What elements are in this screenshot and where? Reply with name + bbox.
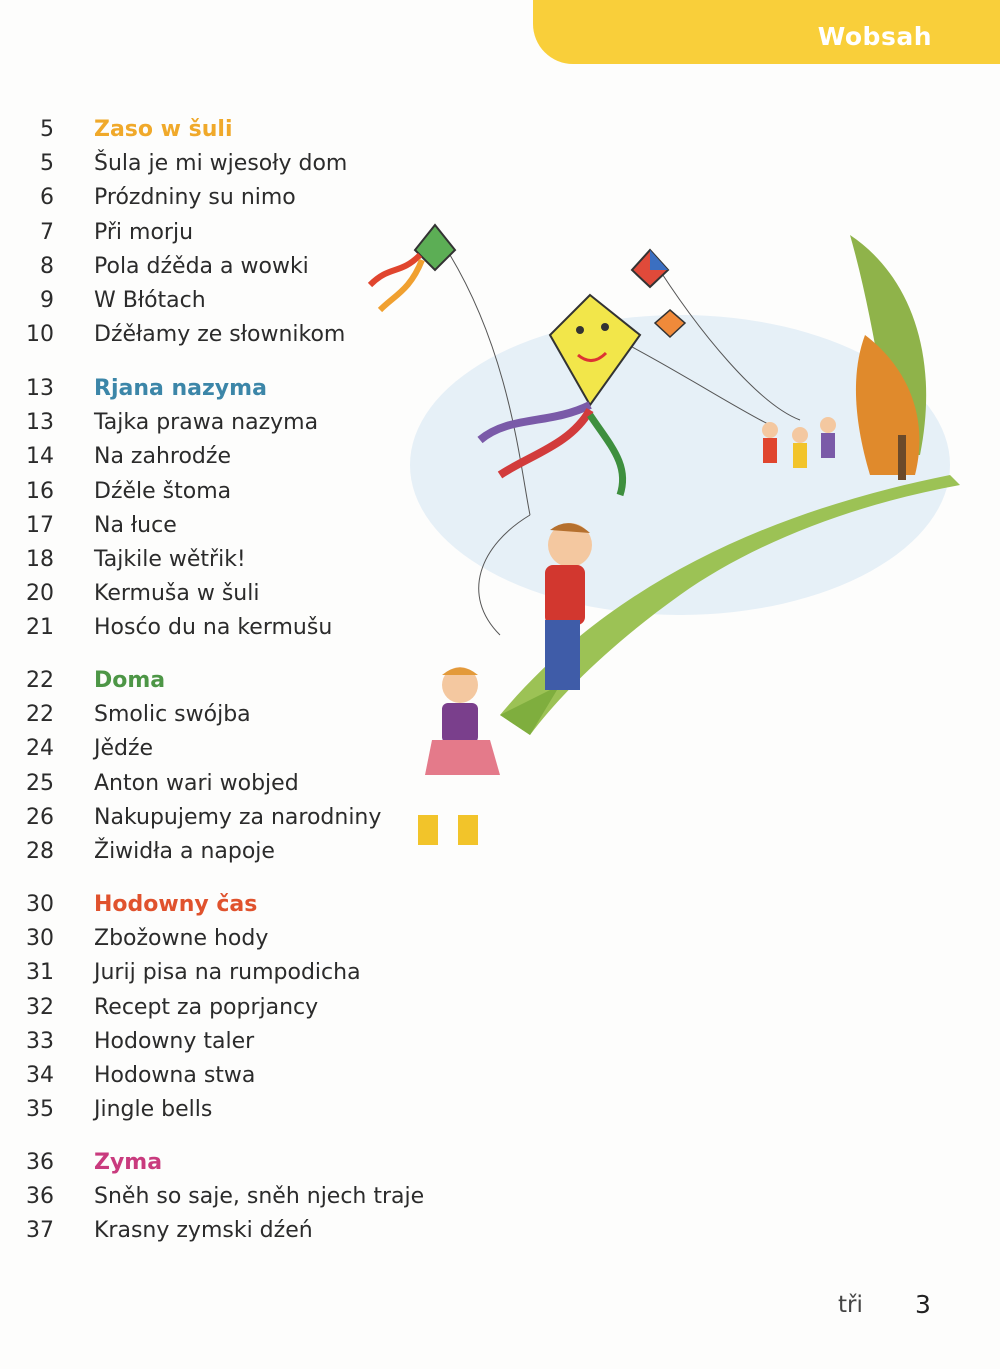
toc-page-number: 36 bbox=[26, 1150, 54, 1175]
header-tab bbox=[533, 0, 1000, 64]
toc-page-number: 7 bbox=[40, 219, 54, 245]
toc-entry-title: Pola dźěda a wowki bbox=[94, 253, 309, 279]
toc-page-number: 13 bbox=[26, 376, 54, 401]
toc-page-number: 21 bbox=[26, 615, 54, 641]
toc-page-number: 25 bbox=[26, 770, 54, 796]
toc-page-number: 8 bbox=[40, 253, 54, 279]
toc-entry-title: Hodowny taler bbox=[94, 1028, 255, 1054]
toc-entry-title: Jurij pisa na rumpodicha bbox=[94, 960, 361, 986]
toc-entry-title: Jědźe bbox=[94, 736, 154, 762]
toc-page-number: 10 bbox=[26, 322, 54, 348]
toc-page-number: 13 bbox=[26, 410, 54, 436]
toc-page-number: 33 bbox=[26, 1028, 54, 1054]
toc-page-number: 28 bbox=[26, 839, 54, 864]
toc-entry-title: Smolic swójba bbox=[94, 702, 251, 728]
toc-page-number: 22 bbox=[26, 668, 54, 693]
toc-page-number: 30 bbox=[26, 892, 54, 917]
toc-entry-title: Hodowna stwa bbox=[94, 1063, 256, 1088]
toc-entry-title: Tajka prawa nazyma bbox=[94, 410, 319, 436]
toc-page-number: 18 bbox=[26, 547, 54, 572]
toc-page-number: 22 bbox=[26, 702, 54, 728]
section-title: Rjana nazyma bbox=[94, 376, 267, 401]
toc-page-number: 36 bbox=[26, 1184, 54, 1210]
toc-page-number: 9 bbox=[40, 288, 54, 313]
toc-page-number: 31 bbox=[26, 960, 54, 986]
toc-page-number: 5 bbox=[40, 117, 54, 142]
toc-page-number: 32 bbox=[26, 994, 54, 1020]
toc-page-number: 37 bbox=[26, 1218, 54, 1244]
toc-entry-title: Dźěłamy ze słownikom bbox=[94, 322, 346, 348]
toc-entry-title: Tajkile wětřik! bbox=[94, 547, 246, 572]
toc-entry-title: Krasny zymski dźeń bbox=[94, 1218, 313, 1244]
toc-entry-title: Prózdniny su nimo bbox=[94, 185, 296, 211]
toc-entry-title: Na łuce bbox=[94, 512, 177, 538]
header-tab-label: Wobsah bbox=[817, 22, 932, 51]
toc-entry-title: Recept za poprjancy bbox=[94, 994, 319, 1020]
toc-page-number: 30 bbox=[26, 926, 54, 952]
toc-page-number: 16 bbox=[26, 478, 54, 504]
toc-page-number: 6 bbox=[40, 185, 54, 211]
toc-entry-title: Dźěle štoma bbox=[94, 478, 232, 504]
toc-entry-title: Na zahrodźe bbox=[94, 444, 231, 470]
page-word: tři bbox=[838, 1292, 863, 1318]
section-title: Zaso w šuli bbox=[94, 117, 233, 142]
toc-page-number: 26 bbox=[26, 804, 54, 830]
toc-page-number: 5 bbox=[40, 151, 54, 177]
page-number: 3 bbox=[915, 1290, 931, 1319]
toc-entry-title: Nakupujemy za narodniny bbox=[94, 804, 382, 830]
toc-page-number: 14 bbox=[26, 444, 54, 470]
toc-entry-title: Šula je mi wjesoły dom bbox=[94, 151, 348, 177]
toc-entry-title: Hosćo du na kermušu bbox=[94, 615, 333, 641]
toc-page-number: 20 bbox=[26, 581, 54, 607]
toc-entry-title: Kermuša w šuli bbox=[94, 581, 260, 607]
toc-page-number: 17 bbox=[26, 512, 54, 538]
toc-entry-title: Jingle bells bbox=[94, 1097, 213, 1123]
section-title: Doma bbox=[94, 668, 166, 693]
toc-entry-title: W Błótach bbox=[94, 288, 206, 313]
toc-entry-title: Při morju bbox=[94, 219, 194, 245]
toc-page-number: 35 bbox=[26, 1097, 54, 1123]
toc-entry-title: Žiwidła a napoje bbox=[94, 839, 275, 864]
toc-page-number: 34 bbox=[26, 1063, 54, 1088]
toc-entry-title: Zbožowne hody bbox=[94, 926, 269, 952]
toc-page-number: 24 bbox=[26, 736, 54, 762]
toc-entry-title: Anton wari wobjed bbox=[94, 770, 299, 796]
section-title: Hodowny čas bbox=[94, 892, 258, 917]
toc-entry-title: Sněh so saje, sněh njech traje bbox=[94, 1184, 425, 1210]
section-title: Zyma bbox=[94, 1150, 163, 1175]
kite-flying-illustration bbox=[350, 215, 1000, 885]
